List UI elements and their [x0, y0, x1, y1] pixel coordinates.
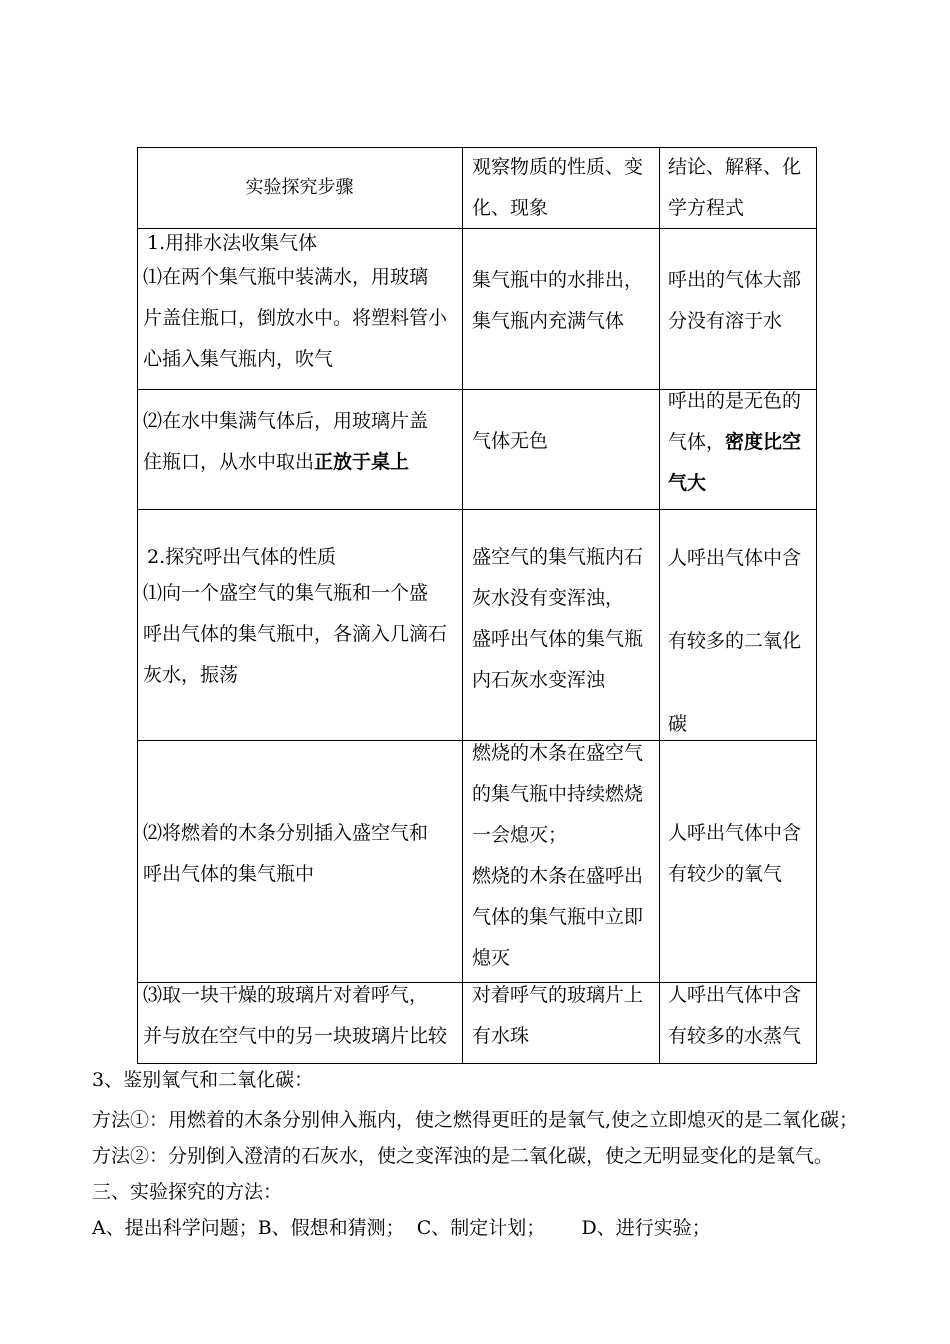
header-conclusions: 结论、解释、化 学方程式: [668, 156, 802, 219]
section-heading-identify: 3、鉴别氧气和二氧化碳：: [92, 1069, 314, 1091]
table-border-right: [816, 147, 817, 1064]
emphasis-text: 密度比空: [725, 431, 802, 453]
method-one-text: 方法①：用燃着的木条分别伸入瓶内，使之燃得更旺的是氧气,使之立即熄灭的是二氧化碳；: [92, 1109, 859, 1131]
experiment-table: [137, 147, 817, 1064]
row3-observations: 盛空气的集气瓶内石 灰水没有变浑浊， 盛呼出气体的集气瓶 内石灰水变浑浊: [472, 546, 644, 691]
table-border-left: [137, 147, 138, 1064]
row2-conclusions: 呼出的是无色的 气体，密度比空 气大: [668, 381, 801, 504]
emphasis-text: 正放于桌上: [314, 451, 410, 473]
row1-observations: 集气瓶中的水排出， 集气瓶内充满气体: [472, 269, 644, 332]
column-divider: [659, 147, 660, 1064]
header-observations: 观察物质的性质、变 化、现象: [472, 156, 644, 219]
row3-steps: ⑴向一个盛空气的集气瓶和一个盛 呼出气体的集气瓶中，各滴入几滴石 灰水，振荡: [143, 582, 448, 686]
section-heading-methods: 三、实验探究的方法：: [92, 1181, 283, 1203]
row1-title: 1.用排水法收集气体: [147, 232, 318, 254]
methods-list: A、提出科学问题；B、假想和猜测； C、制定计划； D、进行实验；: [92, 1217, 711, 1239]
row1-steps: ⑴在两个集气瓶中装满水，用玻璃 片盖住瓶口，倒放水中。将塑料管小 心插入集气瓶内，吹气: [143, 266, 448, 370]
row2-observations: 气体无色: [472, 430, 549, 452]
row4-observations: 燃烧的木条在盛空气 的集气瓶中持续燃烧 一会熄灭； 燃烧的木条在盛呼出 气体的集气瓶中立即 熄灭: [472, 742, 644, 969]
row-divider: [137, 509, 817, 510]
row4-steps: ⑵将燃着的木条分别插入盛空气和 呼出气体的集气瓶中: [143, 822, 429, 885]
header-steps: 实验探究步骤: [245, 177, 354, 198]
row5-observations: 对着呼气的玻璃片上 有水珠: [472, 984, 644, 1047]
row3-conclusions: 人呼出气体中含 有较多的二氧化 碳: [668, 547, 802, 735]
column-divider: [462, 147, 463, 1064]
row5-conclusions: 人呼出气体中含 有较多的水蒸气: [668, 984, 802, 1047]
table-border-bottom: [137, 1063, 817, 1064]
row3-title: 2.探究呼出气体的性质: [147, 546, 337, 568]
method-two-text: 方法②：分别倒入澄清的石灰水，使之变浑浊的是二氧化碳，使之无明显变化的是氧气。: [92, 1145, 834, 1167]
row4-conclusions: 人呼出气体中含 有较少的氧气: [668, 822, 802, 885]
emphasis-text: 气大: [668, 472, 707, 494]
row5-steps: ⑶取一块干燥的玻璃片对着呼气， 并与放在空气中的另一块玻璃片比较: [143, 984, 448, 1047]
row1-conclusions: 呼出的气体大部 分没有溶于水: [668, 269, 802, 332]
row2-steps: ⑵在水中集满气体后，用玻璃片盖 住瓶口，从水中取出正放于桌上: [143, 410, 429, 473]
